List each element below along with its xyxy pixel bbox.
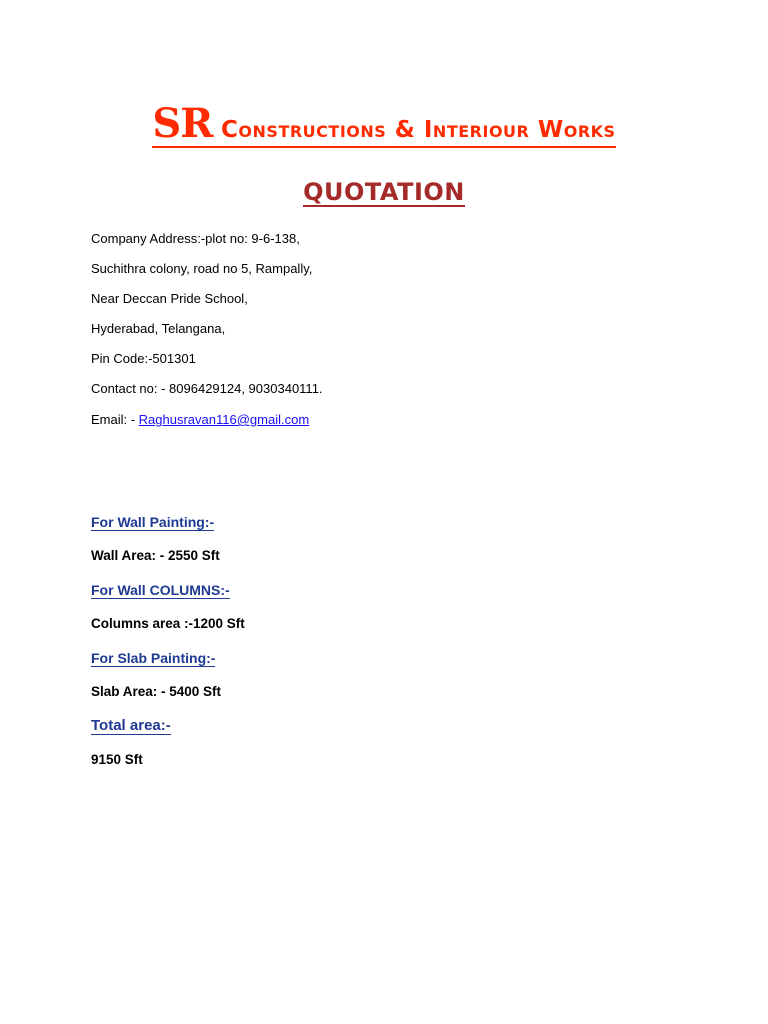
total-area-value: 9150 Sft [91,752,143,767]
quotation-title: QUOTATION [303,178,465,206]
columns-area-value: Columns area :-1200 Sft [91,616,245,631]
address-line-3: Near Deccan Pride School, [91,291,248,306]
email-line [91,412,309,428]
document-title [0,180,768,207]
pin-code: Pin Code:-501301 [91,351,196,366]
section-heading-wall-painting: For Wall Painting:- [91,514,215,530]
contact-numbers: Contact no: - 8096429124, 9030340111. [91,381,323,396]
email-link[interactable]: Raghusravan116@gmail.com [138,412,310,427]
address-line-4: Hyderabad, Telangana, [91,321,226,336]
wall-area-value: Wall Area: - 2550 Sft [91,548,220,563]
company-heading-underline [152,100,616,148]
company-heading [0,100,768,148]
section-heading-slab-painting: For Slab Painting:- [91,650,216,666]
section-heading-total-area: Total area:- [91,717,171,734]
section-heading-wall-columns: For Wall COLUMNS:- [91,582,230,598]
slab-area-value: Slab Area: - 5400 Sft [91,684,222,699]
address-line-1: Company Address:-plot no: 9-6-138, [91,231,300,246]
company-name-rest: Constructions & Interiour Works [212,117,616,143]
email-label: Email: - [91,412,139,427]
company-initials: SR [152,100,213,147]
address-line-2: Suchithra colony, road no 5, Rampally, [91,261,313,276]
